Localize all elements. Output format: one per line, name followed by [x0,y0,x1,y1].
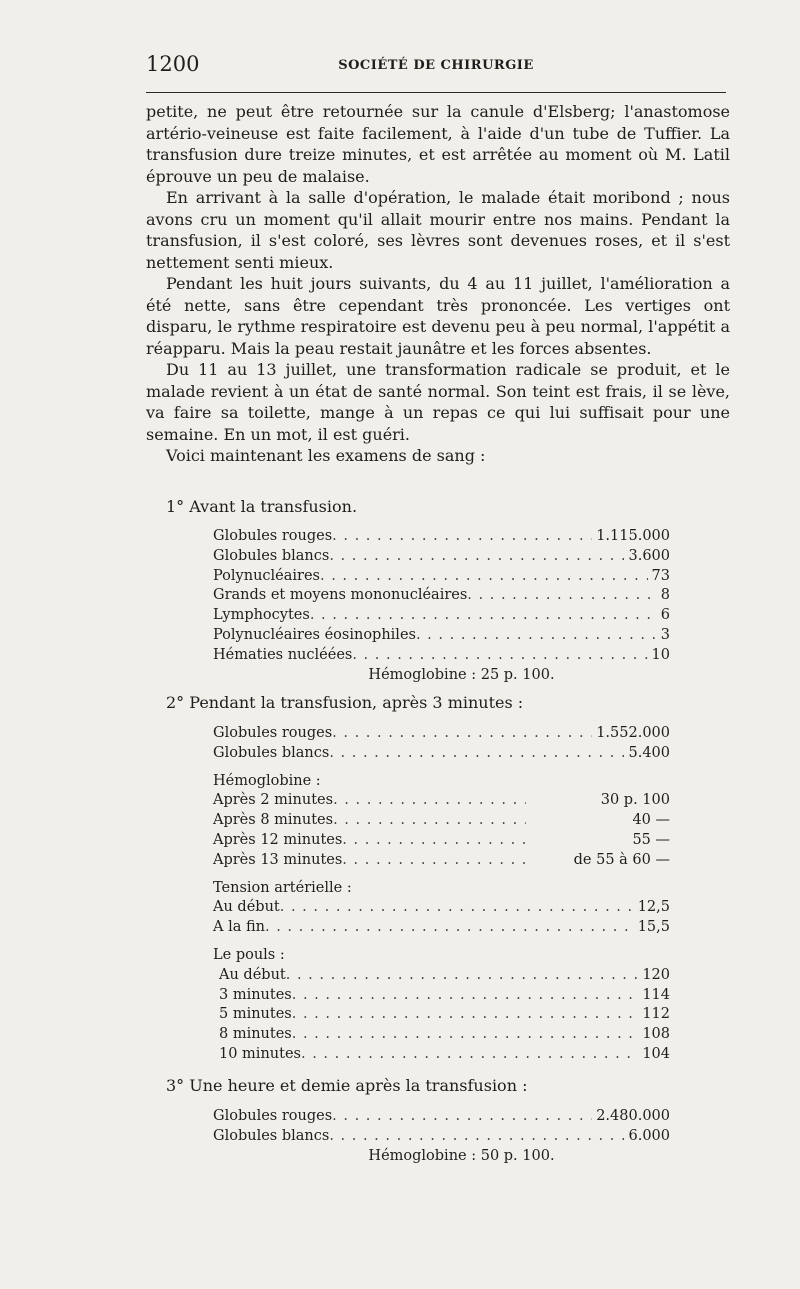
table-row: Après 2 minutes . . . 30 p. 100 [213,791,670,811]
header-rule [146,92,726,93]
table-row: Globules rouges . . . 1.115.000 [213,527,670,547]
section-1-table [213,527,670,685]
table-row: Grands et moyens mononucléaires . . . 8 [213,586,670,606]
table-row: A la fin . . . 15,5 [213,918,670,938]
table-row: Au début . . . 12,5 [213,898,670,918]
paragraph-3: Pendant les huit jours suivants, du 4 au 11 juillet, l'amélioration a été nette, sans être cependant très prononcée. Les vertiges ont disparu, le rythme respiratoire est devenu peu à peu normal, l'appétit a réapparu. Mais la peau restait jaunâtre et les forces absentes. [146,274,730,358]
table-row: Au début . . . 120 [213,966,670,986]
page-header [146,52,726,82]
table-row: Hématies nucléées . . . 10 [213,646,670,666]
running-title: SOCIÉTÉ DE CHIRURGIE [338,58,534,73]
table-row: Globules blancs . . . 5.400 [213,744,670,764]
paragraph-5: Voici maintenant les examens de sang : [166,446,486,465]
paragraph-4: Du 11 au 13 juillet, une transformation radicale se produit, et le malade revient à un état de santé normal. Son teint est frais, il se lève, va faire sa toilette, mange à un repas ce qui lui suffisait pour une semaine. En un mot, il est guéri. [146,360,730,444]
pouls-heading: Le pouls : [213,946,285,963]
page-number: 1200 [146,52,200,76]
body-text [146,101,730,467]
table-row: Après 12 minutes . . . 55 — [213,831,670,851]
table-row: Globules blancs . . . 3.600 [213,547,670,567]
hemoglobine-line: Hémoglobine : 50 p. 100. [368,1147,555,1164]
table-row: Lymphocytes . . . 6 [213,606,670,626]
table-row: Globules rouges . . . 2.480.000 [213,1107,670,1127]
table-row: Globules rouges . . . 1.552.000 [213,724,670,744]
paragraph-1: petite, ne peut être retournée sur la canule d'Elsberg; l'anastomose artério-veineuse est faite facilement, à l'aide d'un tube de Tuffier. La transfusion dure treize minutes, et est arrêtée au moment où M. Latil éprouve un peu de malaise. [146,102,730,186]
section-3-table [213,1107,670,1166]
hemoglobine-line: Hémoglobine : 25 p. 100. [368,666,555,683]
table-row: Globules blancs . . . 6.000 [213,1127,670,1147]
hemoglobine-heading: Hémoglobine : [213,772,321,789]
table-row: Après 13 minutes . . . de 55 à 60 — [213,851,670,871]
table-row: Polynucléaires . . . 73 [213,567,670,587]
section-3-title: 3° Une heure et demie après la transfusion : [166,1076,528,1095]
table-row: 3 minutes . . . 114 [213,986,670,1006]
table-row: Polynucléaires éosinophiles . . . 3 [213,626,670,646]
section-2-title: 2° Pendant la transfusion, après 3 minutes : [166,693,524,712]
paragraph-2: En arrivant à la salle d'opération, le malade était moribond ; nous avons cru un moment qu'il allait mourir entre nos mains. Pendant la transfusion, il s'est coloré, ses lèvres sont devenues roses, et il s'est nettement senti mieux. [146,188,730,272]
table-row: 8 minutes . . . 108 [213,1025,670,1045]
section-1-title: 1° Avant la transfusion. [166,497,358,516]
table-row: 10 minutes . . . 104 [213,1045,670,1065]
section-2-table [213,724,670,1065]
table-row: 5 minutes . . . 112 [213,1005,670,1025]
table-row: Après 8 minutes . . . 40 — [213,811,670,831]
tension-heading: Tension artérielle : [213,879,352,896]
